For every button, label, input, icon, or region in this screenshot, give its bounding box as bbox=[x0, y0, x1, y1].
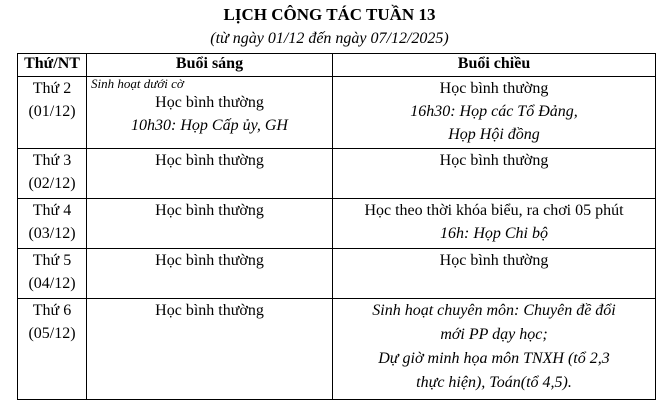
day-cell bbox=[18, 199, 87, 249]
morning-cell bbox=[87, 249, 333, 299]
afternoon-meeting-continued: Họp Hội đồng bbox=[448, 126, 540, 143]
morning-cell bbox=[87, 77, 333, 149]
column-header-afternoon: Buổi chiều bbox=[333, 54, 656, 77]
afternoon-cell bbox=[333, 149, 656, 199]
table-row bbox=[18, 77, 656, 149]
morning-cell bbox=[87, 199, 333, 249]
column-header-morning: Buổi sáng bbox=[87, 54, 333, 77]
afternoon-activity: Học bình thường bbox=[439, 252, 549, 269]
day-date: (04/12) bbox=[28, 275, 76, 292]
morning-activity: Học bình thường bbox=[155, 202, 264, 219]
afternoon-meeting: 16h: Họp Chi bộ bbox=[440, 225, 548, 242]
afternoon-meeting: 16h30: Họp các Tổ Đảng, bbox=[410, 103, 578, 120]
day-date: (02/12) bbox=[28, 175, 76, 192]
day-cell bbox=[18, 149, 87, 199]
afternoon-cell bbox=[333, 299, 656, 400]
table-row bbox=[18, 149, 656, 199]
afternoon-professional-activity-continued: mới PP dạy học; bbox=[440, 326, 548, 343]
table-row bbox=[18, 299, 656, 400]
day-date: (01/12) bbox=[28, 103, 76, 120]
table-header-row bbox=[18, 54, 656, 77]
day-date: (03/12) bbox=[28, 225, 76, 242]
afternoon-cell bbox=[333, 77, 656, 149]
column-header-day: Thứ/NT bbox=[18, 54, 87, 77]
weekly-schedule-table bbox=[17, 53, 656, 400]
morning-meeting: 10h30: Họp Cấp ủy, GH bbox=[131, 117, 288, 134]
day-name: Thứ 2 bbox=[32, 80, 72, 97]
morning-cell bbox=[87, 299, 333, 400]
day-name: Thứ 5 bbox=[32, 252, 72, 269]
afternoon-professional-activity: Sinh hoạt chuyên môn: Chuyên đề đổi bbox=[372, 302, 616, 319]
table-row bbox=[18, 249, 656, 299]
day-cell bbox=[18, 77, 87, 149]
morning-activity: Học bình thường bbox=[155, 94, 264, 111]
afternoon-cell bbox=[333, 249, 656, 299]
day-cell bbox=[18, 249, 87, 299]
morning-activity: Học bình thường bbox=[155, 252, 264, 269]
afternoon-activity: Học bình thường bbox=[439, 80, 549, 97]
afternoon-cell bbox=[333, 199, 656, 249]
afternoon-lesson-observation-continued: thực hiện), Toán(tổ 4,5). bbox=[416, 374, 572, 391]
morning-activity: Học bình thường bbox=[155, 302, 264, 319]
day-cell bbox=[18, 299, 87, 400]
day-name: Thứ 4 bbox=[32, 202, 72, 219]
afternoon-activity: Học bình thường bbox=[439, 152, 549, 169]
schedule-title: LỊCH CÔNG TÁC TUẦN 13 bbox=[223, 5, 436, 24]
afternoon-lesson-observation: Dự giờ minh họa môn TNXH (tổ 2,3 bbox=[378, 350, 610, 367]
morning-activity: Học bình thường bbox=[155, 152, 264, 169]
morning-note: Sinh hoạt dưới cờ bbox=[91, 76, 184, 91]
day-name: Thứ 3 bbox=[32, 152, 72, 169]
schedule-date-range: (từ ngày 01/12 đến ngày 07/12/2025) bbox=[210, 30, 449, 47]
morning-cell bbox=[87, 149, 333, 199]
day-name: Thứ 6 bbox=[32, 302, 72, 319]
afternoon-activity: Học theo thời khóa biểu, ra chơi 05 phút bbox=[364, 202, 624, 219]
day-date: (05/12) bbox=[28, 325, 76, 342]
table-row bbox=[18, 199, 656, 249]
